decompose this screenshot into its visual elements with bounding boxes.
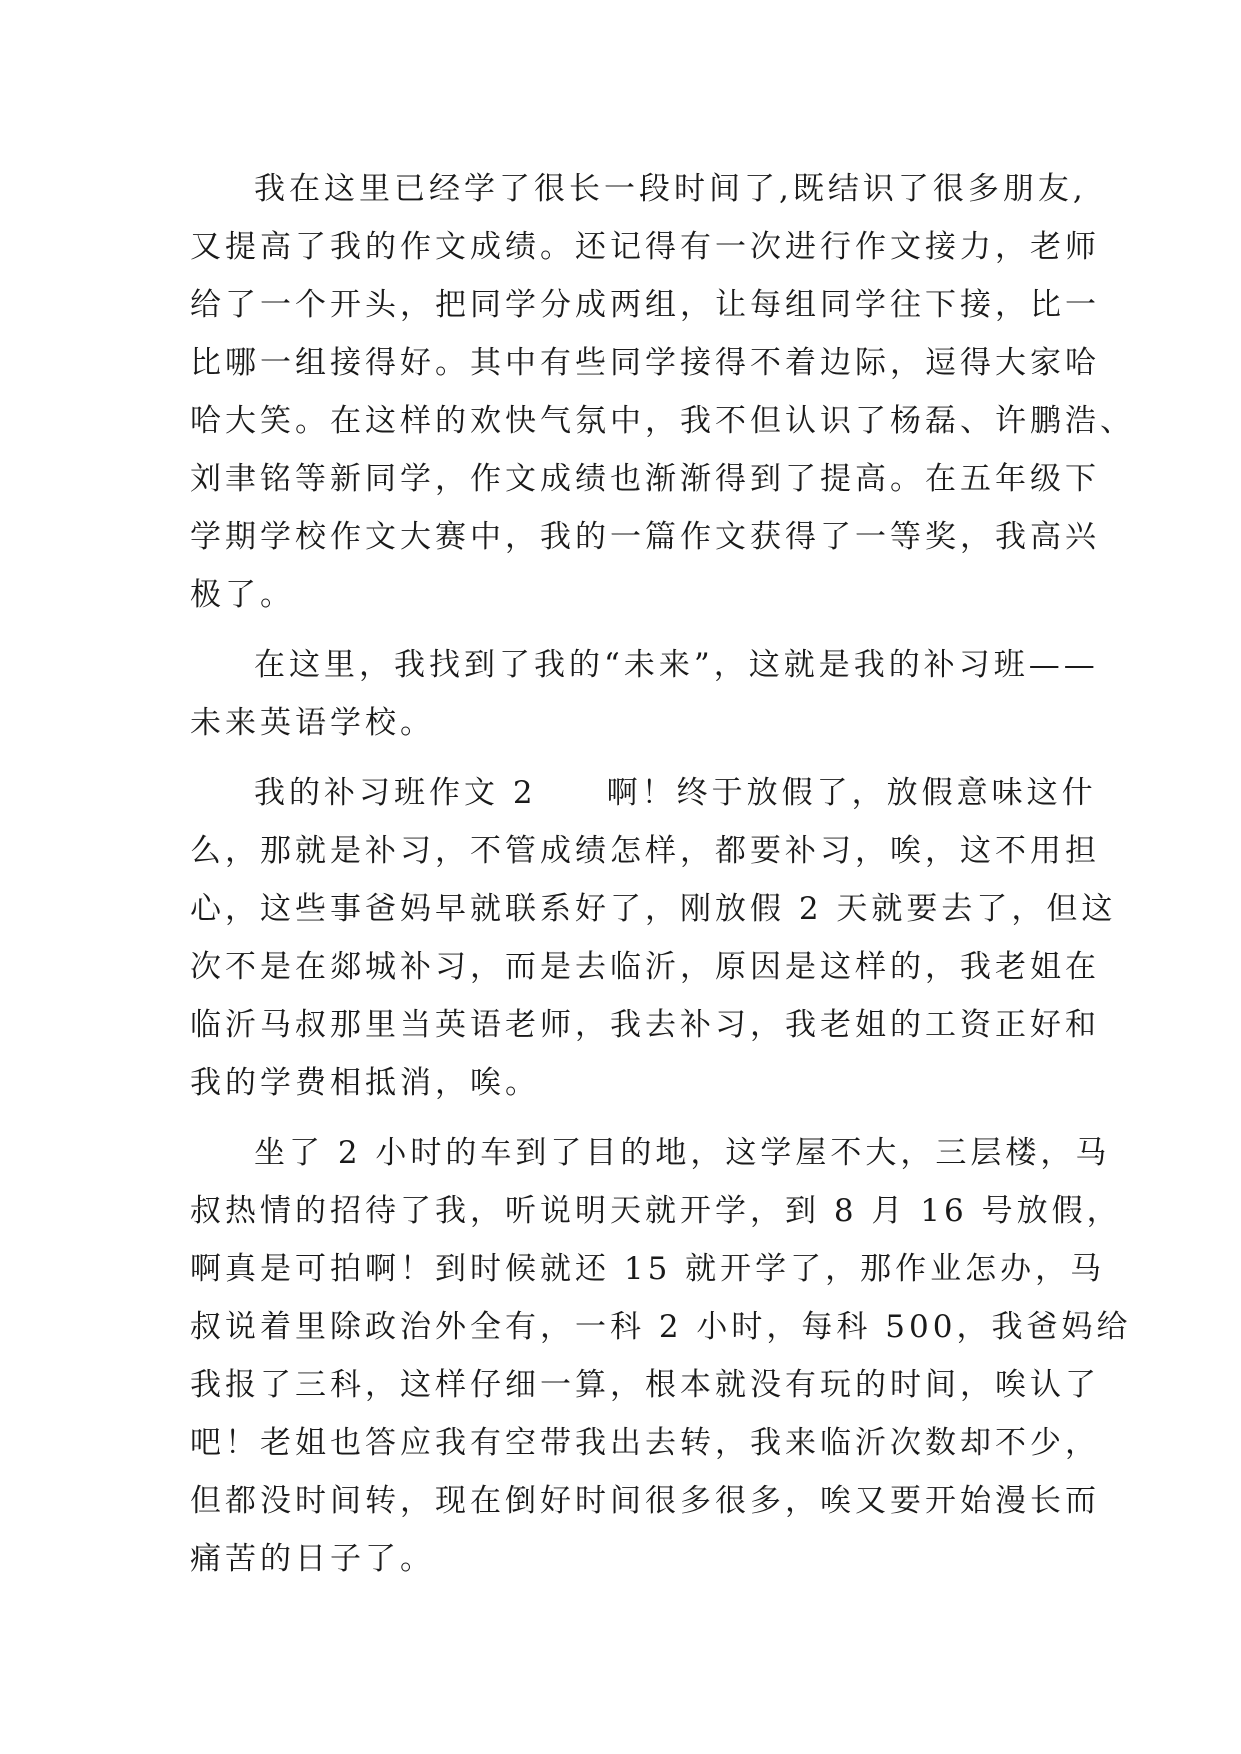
text-line: 叔热情的招待了我，听说明天就开学，到 8 月 16 号放假， <box>190 1193 1122 1229</box>
text-line: 未来英语学校。 <box>190 705 435 741</box>
document-body <box>190 160 1135 1588</box>
text-line: 学期学校作文大赛中，我的一篇作文获得了一等奖，我高兴 <box>190 519 1100 555</box>
text-line: 啊真是可拍啊！到时候就还 15 就开学了，那作业怎办，马 <box>190 1251 1106 1287</box>
text-line: 我的补习班作文 2 啊！终于放假了，放假意味这什 <box>254 775 1097 811</box>
text-line: 坐了 2 小时的车到了目的地，这学屋不大，三层楼，马 <box>254 1135 1111 1171</box>
text-line: 临沂马叔那里当英语老师，我去补习，我老姐的工资正好和 <box>190 1007 1100 1043</box>
text-line: 么，那就是补习，不管成绩怎样，都要补习，唉，这不用担 <box>190 833 1100 869</box>
text-line: 在这里，我找到了我的“未来”，这就是我的补习班—— <box>254 647 1099 683</box>
text-line: 又提高了我的作文成绩。还记得有一次进行作文接力，老师 <box>190 229 1100 265</box>
text-line: 给了一个开头，把同学分成两组，让每组同学往下接，比一 <box>190 287 1100 323</box>
text-line: 极了。 <box>190 577 295 613</box>
text-line: 哈大笑。在这样的欢快气氛中，我不但认识了杨磊、许鹏浩、 <box>190 403 1135 439</box>
paragraph <box>190 160 1135 624</box>
paragraph <box>190 636 1099 752</box>
text-line: 心，这些事爸妈早就联系好了，刚放假 2 天就要去了，但这 <box>190 891 1117 927</box>
text-line: 比哪一组接得好。其中有些同学接得不着边际，逗得大家哈 <box>190 345 1100 381</box>
paragraph <box>190 1124 1132 1588</box>
text-line: 痛苦的日子了。 <box>190 1541 435 1577</box>
text-line: 但都没时间转，现在倒好时间很多很多，唉又要开始漫长而 <box>190 1483 1100 1519</box>
text-line: 吧！老姐也答应我有空带我出去转，我来临沂次数却不少， <box>190 1425 1100 1461</box>
text-line: 次不是在郯城补习，而是去临沂，原因是这样的，我老姐在 <box>190 949 1100 985</box>
text-line: 我报了三科，这样仔细一算，根本就没有玩的时间，唉认了 <box>190 1367 1100 1403</box>
text-line: 我的学费相抵消，唉。 <box>190 1065 540 1101</box>
paragraph <box>190 764 1117 1112</box>
text-line: 我在这里已经学了很长一段时间了,既结识了很多朋友, <box>254 171 1087 207</box>
text-line: 刘聿铭等新同学，作文成绩也渐渐得到了提高。在五年级下 <box>190 461 1100 497</box>
text-line: 叔说着里除政治外全有，一科 2 小时，每科 500，我爸妈给 <box>190 1309 1132 1345</box>
